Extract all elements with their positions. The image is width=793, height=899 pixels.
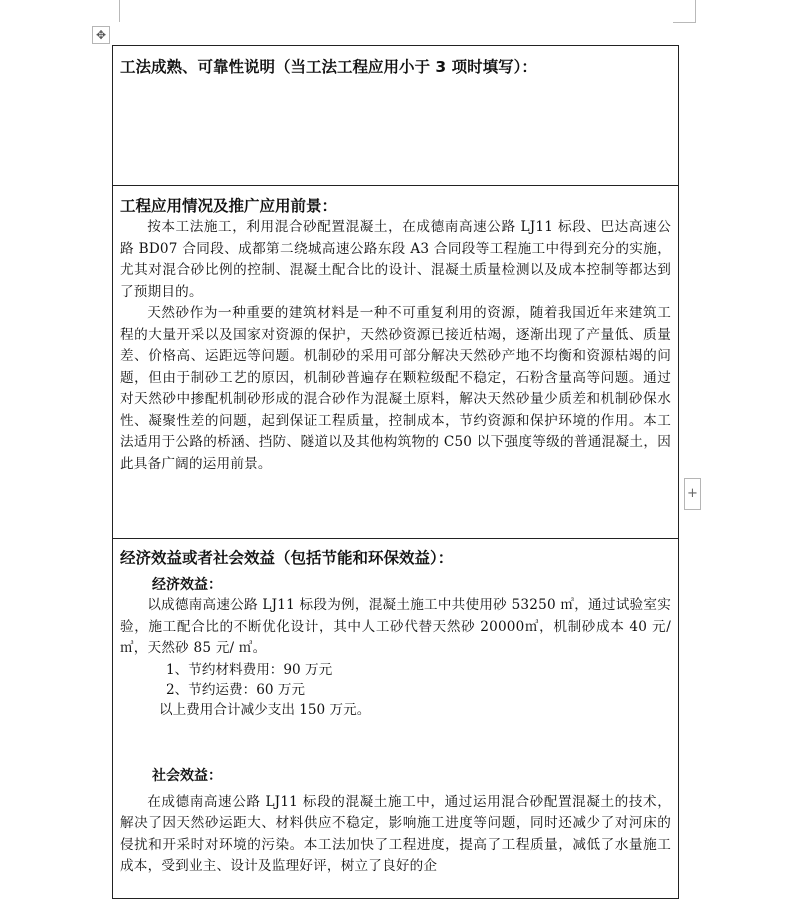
maturity-cell[interactable] — [113, 46, 678, 186]
page-corner-mark-left — [119, 0, 120, 22]
social-benefit-text: 在成德南高速公路 LJ11 标段的混凝土施工中，通过运用混合砂配置混凝土的技术，解决了因天然砂运距大、材料供应不稳定，影响施工进度等问题，同时还减少了对河床的侵扰和开采时对环境的污染。本工法加快了工程进度，提高了工程质量，减低了水量施工成本，受到业主、设计及监理好评，树立了良好的企 — [120, 793, 671, 874]
benefit-list-item: 1、节约材料费用：90 万元 — [166, 661, 333, 678]
benefit-list-item: 2、节约运费：60 万元 — [166, 681, 306, 698]
page-corner-mark-right — [673, 0, 696, 23]
benefits-heading: 经济效益或者社会效益（包括节能和环保效益）： — [120, 549, 454, 567]
add-column-plus-icon[interactable]: + — [684, 478, 701, 510]
economic-benefit-title: 经济效益： — [152, 577, 222, 593]
social-benefit-title: 社会效益： — [152, 767, 222, 784]
form-table — [112, 45, 679, 899]
table-move-handle-icon[interactable]: ✥ — [92, 26, 110, 44]
application-paragraph: 按本工法施工，利用混合砂配置混凝土，在成德南高速公路 LJ11 标段、巴达高速公路 BD07 合同段、成都第二绕城高速公路东段 A3 合同段等工程施工中得到充分的实施，尤其对混合砂比例的控制、混凝土配合比的设计、混凝土质量检测以及成本控制等都达到了预期目的。 — [120, 219, 671, 300]
maturity-heading: 工法成熟、可靠性说明（当工法工程应用小于 3 项时填写）： — [120, 58, 537, 76]
application-heading: 工程应用情况及推广应用前景： — [120, 197, 338, 215]
application-cell[interactable] — [113, 186, 678, 539]
benefits-cell[interactable] — [113, 539, 678, 899]
economic-benefit-text: 以成德南高速公路 LJ11 标段为例，混凝土施工中共使用砂 53250 ㎥，通过试验室实验，施工配合比的不断优化设计，其中人工砂代替天然砂 20000㎥，机制砂成本 40 元/ ㎥，天然砂 85 元/ ㎥。 — [120, 597, 671, 656]
application-paragraph: 天然砂作为一种重要的建筑材料是一种不可重复利用的资源，随着我国近年来建筑工程的大量开采以及国家对资源的保护，天然砂资源已接近枯竭，逐渐出现了产量低、质量差、价格高、运距远等问题。机制砂的采用可部分解决天然砂产地不均衡和资源枯竭的问题，但由于制砂工艺的原因，机制砂普遍存在颗粒级配不稳定，石粉含量高等问题。通过对天然砂中掺配机制砂形成的混合砂作为混凝土原料，解决天然砂量少质差和机制砂保水性、凝聚性差的问题，起到保证工程质量，控制成本，节约资源和保护环境的作用。本工法适用于公路的桥涵、挡防、隧道以及其他构筑物的 C50 以下强度等级的普通混凝土，因此具备广阔的运用前景。 — [120, 305, 671, 472]
benefit-total-line: 以上费用合计减少支出 150 万元。 — [159, 701, 371, 718]
